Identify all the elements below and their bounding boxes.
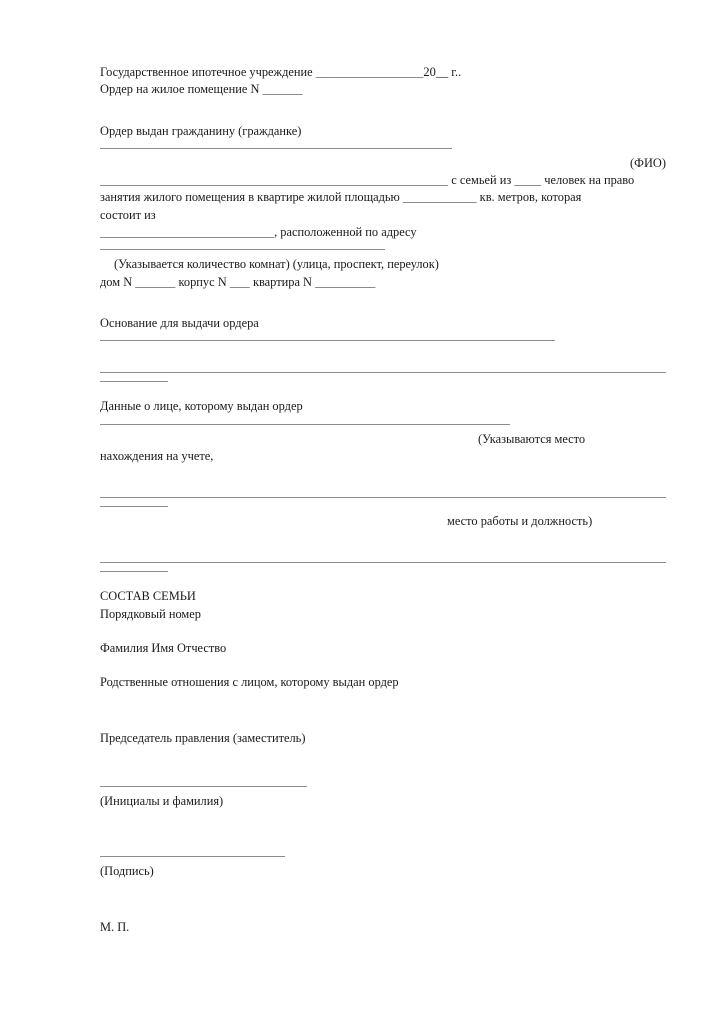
area-blank[interactable] <box>403 190 477 204</box>
chairman-label: Председатель правления (заместитель) <box>100 730 306 745</box>
family-full-name-label: Фамилия Имя Отчество <box>100 641 227 656</box>
order-number-line <box>100 81 666 98</box>
spacer <box>100 657 666 674</box>
basis-blank-rule-3[interactable] <box>100 381 168 382</box>
spacer <box>100 692 666 730</box>
person-data-note-work: место работы и должность) <box>447 514 593 529</box>
building-blank[interactable] <box>230 275 250 289</box>
address-blank-rule[interactable] <box>100 249 385 250</box>
spacer <box>100 623 666 640</box>
seal-label: М. П. <box>100 919 130 934</box>
family-relation-label: Родственные отношения с лицом, которому выдан ордер <box>100 675 399 690</box>
basis-title: Основание для выдачи ордера <box>100 315 259 330</box>
address-line <box>100 224 666 241</box>
order-number-blank[interactable] <box>263 82 303 96</box>
person-data-note-place: (Указываются место <box>478 431 586 446</box>
person-data-blank-rule-5[interactable] <box>100 571 168 572</box>
spacer <box>100 465 666 489</box>
spacer <box>100 530 666 554</box>
year-label: 20__ <box>423 65 449 79</box>
occupancy-suffix: кв. метров, которая <box>476 190 582 205</box>
spacer <box>100 291 666 315</box>
occupancy-prefix: занятия жилого помещения в квартире жилой площадью <box>100 190 403 205</box>
name-blank-inline[interactable] <box>100 173 274 187</box>
spacer <box>100 388 666 398</box>
person-data-blank-rule-3[interactable] <box>100 506 168 507</box>
basis-blank-rule-2[interactable] <box>100 372 666 373</box>
order-number-label: Ордер на жилое помещение N <box>100 82 263 97</box>
occupancy-paragraph <box>100 172 666 224</box>
signature-caption: (Подпись) <box>100 864 154 879</box>
rooms-count-blank[interactable] <box>100 225 274 239</box>
person-data-note-registration: нахождения на учете, <box>100 448 214 463</box>
located-at-label: , расположенной по адресу <box>274 225 417 240</box>
house-label: дом N <box>100 274 136 289</box>
spacer <box>100 810 666 848</box>
organization-line <box>100 64 666 81</box>
house-line <box>100 274 666 291</box>
family-ordinal-number-label: Порядковый номер <box>100 606 201 621</box>
house-blank[interactable] <box>135 275 175 289</box>
basis-blank-rule-1[interactable] <box>100 340 555 341</box>
person-data-blank-rule-2[interactable] <box>100 497 666 498</box>
organization-label: Государственное ипотечное учреждение <box>100 65 316 79</box>
organization-blank-short[interactable] <box>316 65 336 79</box>
consists-of-label: состоит из <box>100 207 156 222</box>
spacer <box>100 99 666 123</box>
year-suffix: г.. <box>448 65 462 79</box>
family-prefix: с семьей из <box>448 173 515 188</box>
apartment-label: квартира N <box>249 274 316 289</box>
document-body <box>100 64 666 936</box>
spacer <box>100 747 666 778</box>
family-suffix: человек на право <box>541 173 635 188</box>
spacer <box>100 347 666 364</box>
person-data-title: Данные о лице, которому выдан ордер <box>100 399 303 414</box>
organization-blank-long[interactable] <box>336 65 424 79</box>
issued-to-label: Ордер выдан гражданину (гражданке) <box>100 123 302 138</box>
name-blank-inline-2[interactable] <box>274 173 448 187</box>
family-composition-title: СОСТАВ СЕМЬИ <box>100 589 196 604</box>
spacer <box>100 578 666 588</box>
person-data-blank-rule-1[interactable] <box>100 424 510 425</box>
initials-caption: (Инициалы и фамилия) <box>100 793 224 808</box>
person-data-blank-rule-4[interactable] <box>100 562 666 563</box>
building-label: корпус N <box>175 274 230 289</box>
fio-blank-rule[interactable] <box>100 148 452 149</box>
family-count-blank[interactable] <box>514 173 541 187</box>
initials-blank-rule[interactable] <box>100 786 307 787</box>
spacer <box>100 881 666 919</box>
fio-caption: (ФИО) <box>630 155 666 170</box>
signature-blank-rule[interactable] <box>100 856 285 857</box>
apartment-blank[interactable] <box>315 275 375 289</box>
rooms-caption: (Указывается количество комнат) (улица, проспект, переулок) <box>114 257 439 272</box>
